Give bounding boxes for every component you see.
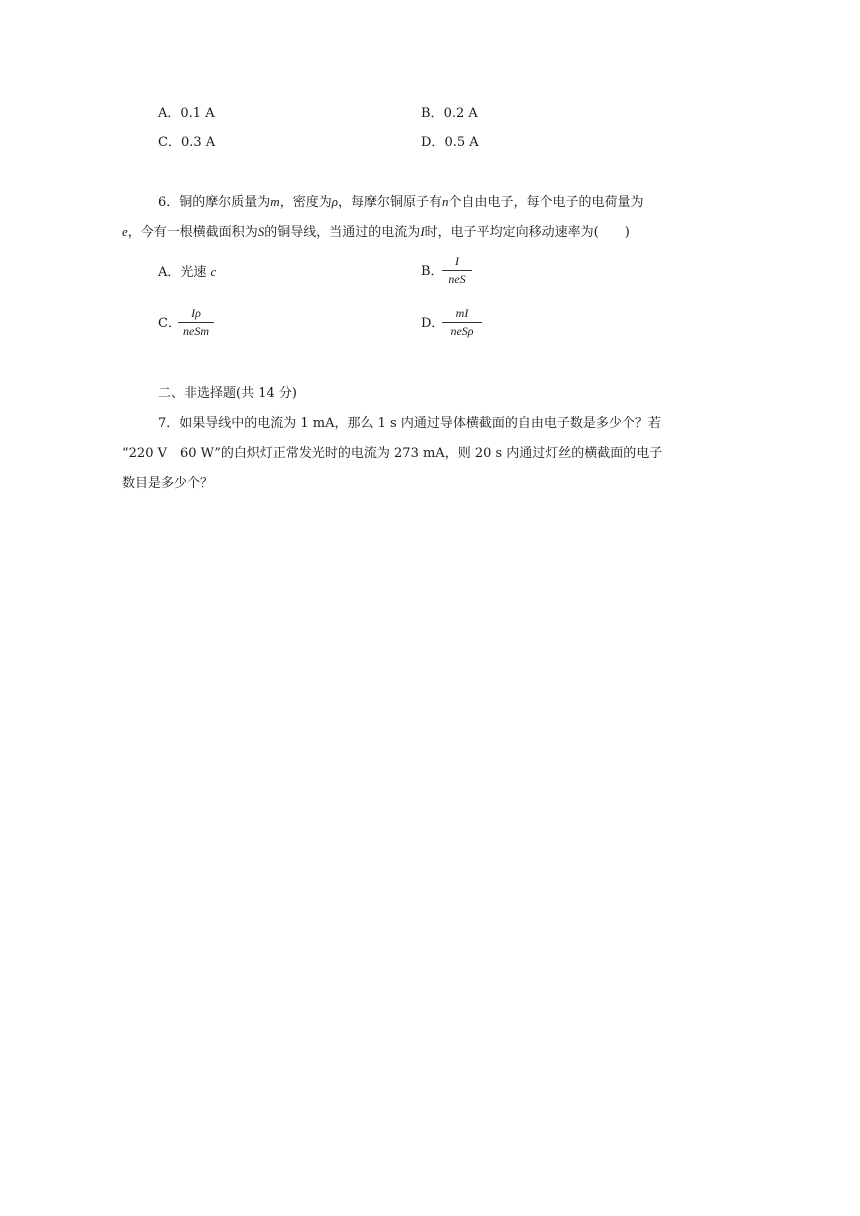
fraction-denominator: neS xyxy=(448,272,466,286)
q6-option-a xyxy=(158,265,216,279)
stem-text: 的铜导线，当通过的电流为 xyxy=(264,225,421,240)
option-text: 0.3 A xyxy=(180,135,216,150)
fraction-numerator: mI xyxy=(455,306,469,320)
fraction-denominator: neSρ xyxy=(450,324,474,338)
question-number: 6． xyxy=(158,195,180,210)
q6-option-b-label: B． xyxy=(421,264,444,279)
q7-line3: 数目是多少个？ xyxy=(122,476,214,491)
stem-text: 时，电子平均定向移动速率为( ) xyxy=(424,225,630,240)
q6-option-c-fraction xyxy=(178,306,214,339)
option-text: 0.1 A xyxy=(180,106,215,121)
variable-s: S xyxy=(257,224,265,239)
q5-option-c xyxy=(158,136,215,149)
q6-option-c-label: C． xyxy=(158,316,181,331)
q6-stem-line1 xyxy=(158,195,643,209)
option-text: 0.5 A xyxy=(444,135,479,150)
fraction-denominator: neSm xyxy=(183,324,209,338)
option-label: D． xyxy=(421,135,445,150)
variable-c: c xyxy=(210,264,217,279)
fraction-bar xyxy=(442,322,482,323)
q6-option-d-label: D． xyxy=(421,316,445,331)
variable-e: e xyxy=(122,224,128,239)
variable-rho: ρ xyxy=(331,194,338,209)
fraction-bar xyxy=(178,322,214,323)
stem-text: ，密度为 xyxy=(279,195,332,210)
q5-option-d xyxy=(421,136,479,149)
q7-line2: “220 V 60 W”的白炽灯正常发光时的电流为 273 mA，则 20 s 内通过灯丝的横截面的电子 xyxy=(122,446,663,461)
fraction-numerator: I xyxy=(455,254,459,268)
section-heading: 二、非选择题(共 14 分) xyxy=(158,386,297,401)
variable-n: n xyxy=(441,194,449,209)
option-label: B． xyxy=(421,106,444,121)
stem-text: 铜的摩尔质量为 xyxy=(179,195,271,210)
variable-i: I xyxy=(420,224,425,239)
fraction-numerator: Iρ xyxy=(191,306,201,320)
q7-line1: 7．如果导线中的电流为 1 mA，那么 1 s 内通过导体横截面的自由电子数是多少个？若 xyxy=(158,416,661,431)
fraction-bar xyxy=(442,270,472,271)
stem-text: ，今有一根横截面积为 xyxy=(127,225,258,240)
stem-text: ，每摩尔铜原子有 xyxy=(337,195,442,210)
option-label: A． xyxy=(158,265,181,280)
option-text: 光速 xyxy=(180,265,207,280)
q6-stem-line2 xyxy=(122,225,630,239)
q6-option-d-fraction xyxy=(442,306,482,339)
stem-text: 个自由电子，每个电子的电荷量为 xyxy=(448,195,644,210)
q6-option-b-fraction xyxy=(442,254,472,287)
q5-option-a xyxy=(158,107,215,120)
variable-m: m xyxy=(270,194,280,209)
q5-option-b xyxy=(421,107,478,120)
option-text: 0.2 A xyxy=(443,106,478,121)
option-label: A． xyxy=(158,106,181,121)
option-label: C． xyxy=(158,135,181,150)
